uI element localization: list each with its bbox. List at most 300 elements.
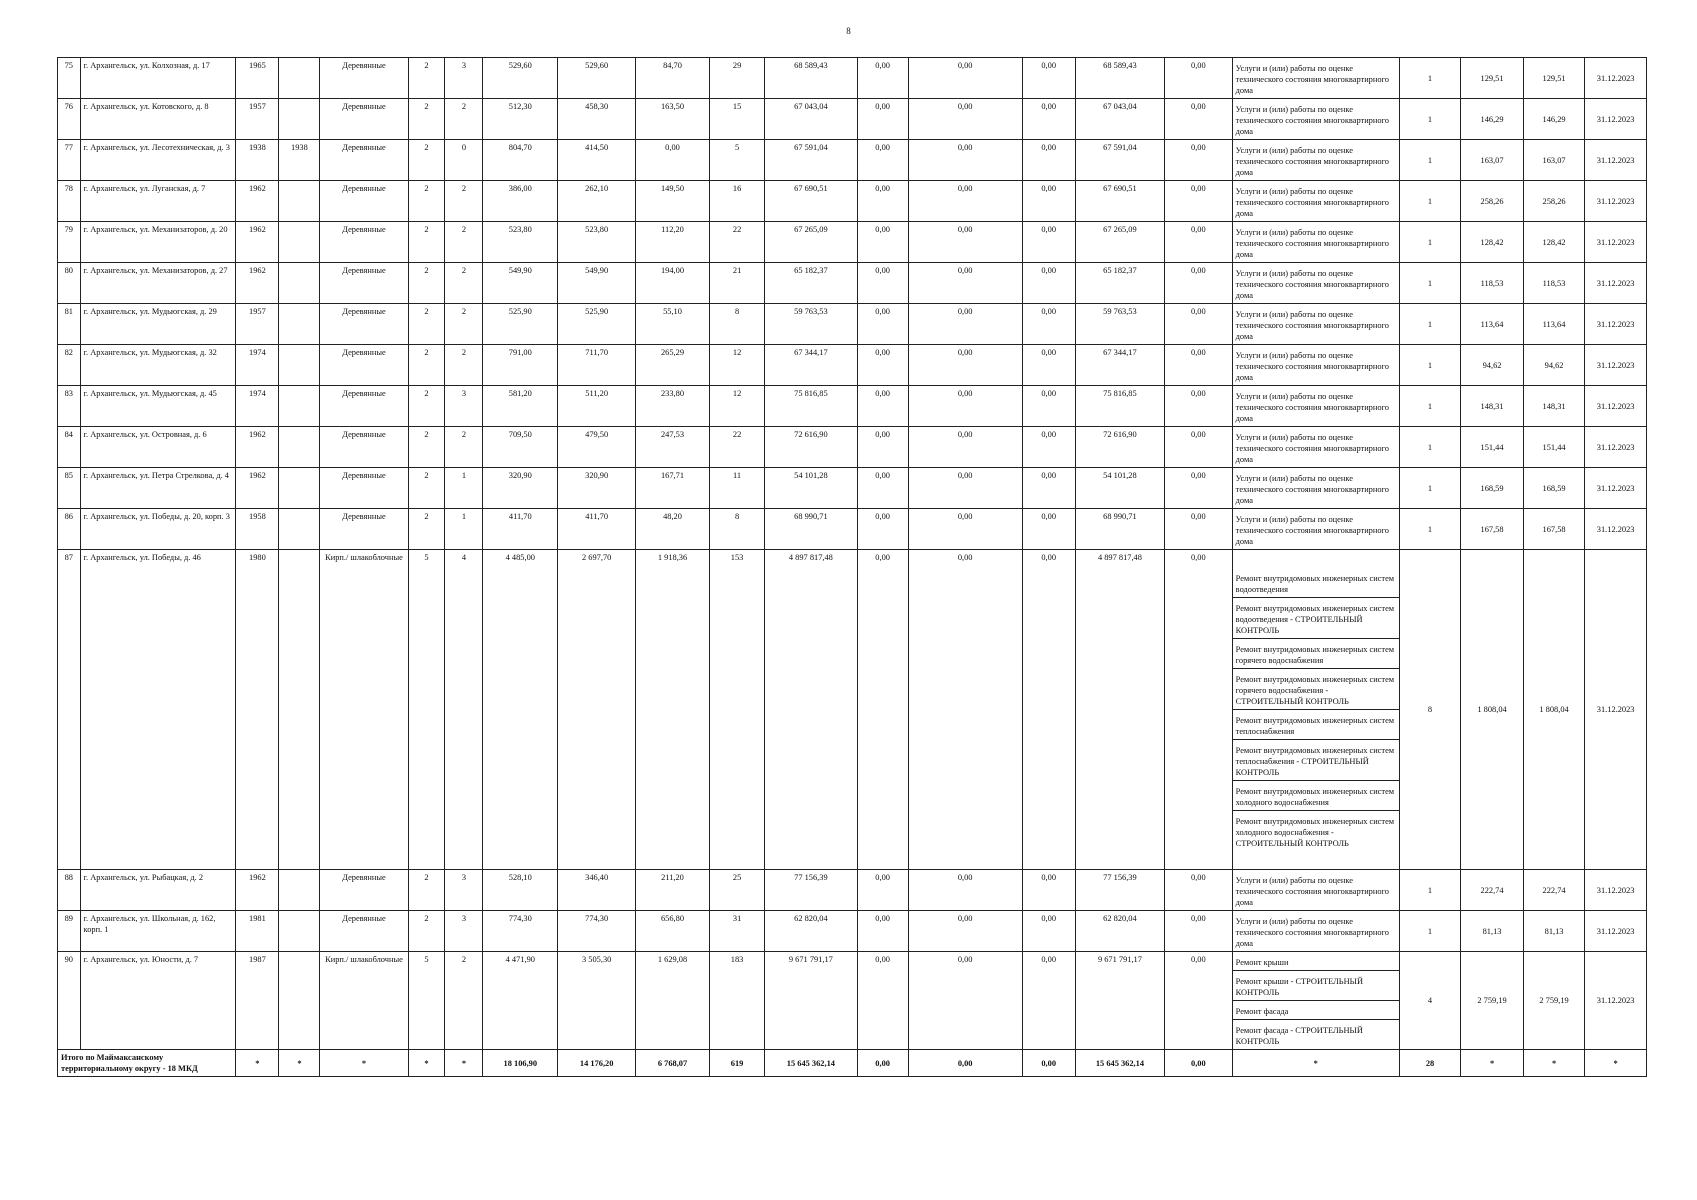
- cell-cost-federal: 0,00: [857, 509, 908, 550]
- cell-cost-owners: 67 043,04: [1075, 99, 1164, 140]
- cell-cost-local: 0,00: [1022, 181, 1075, 222]
- cell-wall-material: Деревянные: [320, 263, 408, 304]
- cell-area-common: 247,53: [636, 427, 710, 468]
- cell-cost-owners: 72 616,90: [1075, 427, 1164, 468]
- cell-floors: 2: [408, 58, 445, 99]
- work-item: Ремонт крыши: [1233, 952, 1399, 971]
- cell-cost-regional: 0,00: [908, 427, 1022, 468]
- cell-max-unit-price: 168,59: [1523, 468, 1585, 509]
- cell-residents: 12: [709, 386, 764, 427]
- cell-year-built: 1981: [236, 911, 279, 952]
- cell-row-number: 81: [58, 304, 81, 345]
- cell-total-area-common: 6 768,07: [636, 1050, 710, 1077]
- cell-cost-local: 0,00: [1022, 99, 1075, 140]
- cell-row-number: 90: [58, 952, 81, 1050]
- table-row: [58, 99, 1647, 140]
- cell-cost-regional: 0,00: [908, 304, 1022, 345]
- cell-unit-price: 258,26: [1461, 181, 1524, 222]
- cell-area-common: 194,00: [636, 263, 710, 304]
- cell-year-built: 1962: [236, 427, 279, 468]
- cell-cost-total: 72 616,90: [765, 427, 857, 468]
- cell-cost-owners: 65 182,37: [1075, 263, 1164, 304]
- cell-area-living: 711,70: [558, 345, 636, 386]
- cell-cost-federal: 0,00: [857, 222, 908, 263]
- cell-residents: 25: [709, 870, 764, 911]
- cell-deadline: 31.12.2023: [1585, 386, 1647, 427]
- cell-area-living: 529,60: [558, 58, 636, 99]
- cell-floors: 2: [408, 911, 445, 952]
- cell-wall-material: Деревянные: [320, 58, 408, 99]
- cell-entrances: 2: [445, 181, 483, 222]
- cell-area-living: 525,90: [558, 304, 636, 345]
- cell-row-number: 86: [58, 509, 81, 550]
- cell-works: [1232, 911, 1399, 952]
- cell-address: г. Архангельск, ул. Юности, д. 7: [80, 952, 236, 1050]
- cell-deadline: 31.12.2023: [1585, 222, 1647, 263]
- cell-total-price-max: *: [1523, 1050, 1585, 1077]
- table-row: [58, 550, 1647, 870]
- cell-cost-total: 67 591,04: [765, 140, 857, 181]
- cell-deadline: 31.12.2023: [1585, 427, 1647, 468]
- cell-cost-federal: 0,00: [857, 468, 908, 509]
- cell-total-cost: 15 645 362,14: [765, 1050, 857, 1077]
- cell-address: г. Архангельск, ул. Победы, д. 46: [80, 550, 236, 870]
- work-item: Услуги и (или) работы по оценке технического состояния многоквартирного дома: [1235, 269, 1389, 300]
- cell-cost-regional: 0,00: [908, 550, 1022, 870]
- cell-cost-regional: 0,00: [908, 468, 1022, 509]
- cell-work-count: 1: [1399, 509, 1461, 550]
- cell-area-living: 549,90: [558, 263, 636, 304]
- cell-unit-price: 94,62: [1461, 345, 1524, 386]
- cell-unit-price: 1 808,04: [1461, 550, 1524, 870]
- cell-deadline: 31.12.2023: [1585, 345, 1647, 386]
- cell-unit-price: 168,59: [1461, 468, 1524, 509]
- work-item: Услуги и (или) работы по оценке технического состояния многоквартирного дома: [1235, 515, 1389, 546]
- cell-cost-total: 59 763,53: [765, 304, 857, 345]
- cell-wall-material: Деревянные: [320, 99, 408, 140]
- cell-area-common: 163,50: [636, 99, 710, 140]
- cell-wall-material: Деревянные: [320, 509, 408, 550]
- cell-year-reconstruction: [279, 427, 320, 468]
- cell-cost-total: 65 182,37: [765, 263, 857, 304]
- cell-area-living: 320,90: [558, 468, 636, 509]
- work-item: Ремонт внутридомовых инженерных систем горячего водоснабжения - СТРОИТЕЛЬНЫЙ КОНТРОЛЬ: [1233, 669, 1399, 710]
- cell-area-living: 774,30: [558, 911, 636, 952]
- work-item: Ремонт фасада: [1233, 1001, 1399, 1020]
- cell-area-living: 346,40: [558, 870, 636, 911]
- cell-works: [1232, 263, 1399, 304]
- cell-row-number: 79: [58, 222, 81, 263]
- cell-address: г. Архангельск, ул. Островная, д. 6: [80, 427, 236, 468]
- cell-entrances: 2: [445, 304, 483, 345]
- cell-cost-other: 0,00: [1165, 427, 1233, 468]
- cell-cost-regional: 0,00: [908, 263, 1022, 304]
- cell-cost-total: 67 043,04: [765, 99, 857, 140]
- cell-works: [1232, 304, 1399, 345]
- cell-max-unit-price: 151,44: [1523, 427, 1585, 468]
- cell-cost-other: 0,00: [1165, 345, 1233, 386]
- table-row: [58, 345, 1647, 386]
- cell-cost-other: 0,00: [1165, 222, 1233, 263]
- cell-area-total: 804,70: [483, 140, 558, 181]
- cell-cost-other: 0,00: [1165, 509, 1233, 550]
- cell-year-built: 1957: [236, 304, 279, 345]
- cell-area-total: 4 485,00: [483, 550, 558, 870]
- cell-year-built: 1965: [236, 58, 279, 99]
- cell-year-reconstruction: [279, 263, 320, 304]
- cell-cost-total: 4 897 817,48: [765, 550, 857, 870]
- cell-area-total: 791,00: [483, 345, 558, 386]
- cell-total-material: *: [320, 1050, 408, 1077]
- cell-cost-federal: 0,00: [857, 386, 908, 427]
- cell-floors: 2: [408, 427, 445, 468]
- cell-area-common: 149,50: [636, 181, 710, 222]
- work-item: Услуги и (или) работы по оценке технического состояния многоквартирного дома: [1235, 876, 1389, 907]
- cell-work-count: 1: [1399, 911, 1461, 952]
- cell-entrances: 2: [445, 99, 483, 140]
- cell-address: г. Архангельск, ул. Механизаторов, д. 27: [80, 263, 236, 304]
- cell-cost-federal: 0,00: [857, 345, 908, 386]
- cell-cost-regional: 0,00: [908, 345, 1022, 386]
- cell-year-reconstruction: [279, 58, 320, 99]
- cell-cost-local: 0,00: [1022, 304, 1075, 345]
- cell-entrances: 3: [445, 386, 483, 427]
- cell-cost-regional: 0,00: [908, 140, 1022, 181]
- cell-works: [1232, 870, 1399, 911]
- cell-floors: 5: [408, 952, 445, 1050]
- cell-cost-regional: 0,00: [908, 386, 1022, 427]
- cell-works: [1232, 468, 1399, 509]
- cell-year-reconstruction: [279, 870, 320, 911]
- cell-total-cost-other: 0,00: [1165, 1050, 1233, 1077]
- cell-residents: 5: [709, 140, 764, 181]
- work-item: Ремонт крыши - СТРОИТЕЛЬНЫЙ КОНТРОЛЬ: [1233, 971, 1399, 1001]
- cell-max-unit-price: 146,29: [1523, 99, 1585, 140]
- cell-max-unit-price: 81,13: [1523, 911, 1585, 952]
- cell-cost-local: 0,00: [1022, 427, 1075, 468]
- table-row: [58, 386, 1647, 427]
- cell-works: [1232, 99, 1399, 140]
- cell-area-total: 549,90: [483, 263, 558, 304]
- cell-floors: 2: [408, 345, 445, 386]
- cell-max-unit-price: 2 759,19: [1523, 952, 1585, 1050]
- cell-year-reconstruction: 1938: [279, 140, 320, 181]
- cell-total-works: *: [1232, 1050, 1399, 1077]
- cell-max-unit-price: 222,74: [1523, 870, 1585, 911]
- work-item: Услуги и (или) работы по оценке технического состояния многоквартирного дома: [1235, 64, 1389, 95]
- cell-cost-total: 68 990,71: [765, 509, 857, 550]
- cell-max-unit-price: 258,26: [1523, 181, 1585, 222]
- cell-residents: 31: [709, 911, 764, 952]
- cell-row-number: 89: [58, 911, 81, 952]
- cell-max-unit-price: 129,51: [1523, 58, 1585, 99]
- cell-cost-local: 0,00: [1022, 58, 1075, 99]
- cell-cost-owners: 54 101,28: [1075, 468, 1164, 509]
- cell-year-built: 1962: [236, 263, 279, 304]
- cell-total-cost-local: 0,00: [1022, 1050, 1075, 1077]
- cell-area-living: 479,50: [558, 427, 636, 468]
- cell-entrances: 1: [445, 509, 483, 550]
- cell-cost-local: 0,00: [1022, 222, 1075, 263]
- work-item: Услуги и (или) работы по оценке технического состояния многоквартирного дома: [1235, 351, 1389, 382]
- cell-floors: 2: [408, 870, 445, 911]
- cell-cost-owners: 67 344,17: [1075, 345, 1164, 386]
- cell-address: г. Архангельск, ул. Мудьюгская, д. 45: [80, 386, 236, 427]
- cell-area-common: 112,20: [636, 222, 710, 263]
- cell-entrances: 3: [445, 870, 483, 911]
- cell-area-living: 2 697,70: [558, 550, 636, 870]
- cell-unit-price: 151,44: [1461, 427, 1524, 468]
- cell-wall-material: Деревянные: [320, 386, 408, 427]
- cell-area-total: 523,80: [483, 222, 558, 263]
- cell-max-unit-price: 128,42: [1523, 222, 1585, 263]
- cell-row-number: 88: [58, 870, 81, 911]
- table-row: [58, 263, 1647, 304]
- work-item: Услуги и (или) работы по оценке технического состояния многоквартирного дома: [1235, 228, 1389, 259]
- cell-wall-material: Деревянные: [320, 427, 408, 468]
- cell-area-total: 386,00: [483, 181, 558, 222]
- cell-row-number: 82: [58, 345, 81, 386]
- cell-area-common: 84,70: [636, 58, 710, 99]
- cell-work-count: 1: [1399, 263, 1461, 304]
- cell-total-cost-owners: 15 645 362,14: [1075, 1050, 1164, 1077]
- cell-entrances: 2: [445, 345, 483, 386]
- cell-row-number: 78: [58, 181, 81, 222]
- work-item: Услуги и (или) работы по оценке технического состояния многоквартирного дома: [1235, 187, 1389, 218]
- work-item: Услуги и (или) работы по оценке технического состояния многоквартирного дома: [1235, 146, 1389, 177]
- cell-cost-regional: 0,00: [908, 58, 1022, 99]
- table-row: [58, 870, 1647, 911]
- cell-deadline: 31.12.2023: [1585, 550, 1647, 870]
- cell-cost-owners: 62 820,04: [1075, 911, 1164, 952]
- cell-cost-owners: 68 589,43: [1075, 58, 1164, 99]
- cell-year-built: 1962: [236, 468, 279, 509]
- cell-floors: 5: [408, 550, 445, 870]
- cell-cost-local: 0,00: [1022, 468, 1075, 509]
- cell-cost-total: 68 589,43: [765, 58, 857, 99]
- cell-cost-federal: 0,00: [857, 550, 908, 870]
- cell-area-common: 233,80: [636, 386, 710, 427]
- cell-cost-other: 0,00: [1165, 911, 1233, 952]
- cell-work-count: 1: [1399, 345, 1461, 386]
- cell-unit-price: 129,51: [1461, 58, 1524, 99]
- cell-year-reconstruction: [279, 99, 320, 140]
- cell-residents: 8: [709, 304, 764, 345]
- cell-cost-other: 0,00: [1165, 263, 1233, 304]
- cell-works: [1232, 386, 1399, 427]
- cell-cost-total: 75 816,85: [765, 386, 857, 427]
- cell-residents: 12: [709, 345, 764, 386]
- cell-wall-material: Деревянные: [320, 468, 408, 509]
- cell-cost-regional: 0,00: [908, 181, 1022, 222]
- cell-works: [1232, 58, 1399, 99]
- cell-floors: 2: [408, 304, 445, 345]
- cell-year-built: 1957: [236, 99, 279, 140]
- cell-year-built: 1962: [236, 222, 279, 263]
- cell-entrances: 3: [445, 911, 483, 952]
- cell-max-unit-price: 148,31: [1523, 386, 1585, 427]
- cell-cost-other: 0,00: [1165, 952, 1233, 1050]
- cell-residents: 183: [709, 952, 764, 1050]
- cell-deadline: 31.12.2023: [1585, 99, 1647, 140]
- cell-area-living: 414,50: [558, 140, 636, 181]
- cell-cost-other: 0,00: [1165, 58, 1233, 99]
- cell-work-count: 1: [1399, 304, 1461, 345]
- cell-residents: 22: [709, 222, 764, 263]
- cell-deadline: 31.12.2023: [1585, 952, 1647, 1050]
- cell-year-reconstruction: [279, 222, 320, 263]
- cell-works: [1232, 345, 1399, 386]
- cell-cost-local: 0,00: [1022, 911, 1075, 952]
- cell-area-total: 581,20: [483, 386, 558, 427]
- cell-year-reconstruction: [279, 911, 320, 952]
- table-row: [58, 509, 1647, 550]
- work-item: Ремонт внутридомовых инженерных систем холодного водоснабжения: [1233, 781, 1399, 811]
- cell-area-total: 512,30: [483, 99, 558, 140]
- work-item: Услуги и (или) работы по оценке технического состояния многоквартирного дома: [1235, 474, 1389, 505]
- cell-total-floors: *: [408, 1050, 445, 1077]
- cell-entrances: 2: [445, 222, 483, 263]
- cell-work-count: 1: [1399, 99, 1461, 140]
- cell-cost-other: 0,00: [1165, 140, 1233, 181]
- cell-year-built: 1962: [236, 870, 279, 911]
- work-item: Ремонт внутридомовых инженерных систем теплоснабжения: [1233, 710, 1399, 740]
- cell-area-living: 3 505,30: [558, 952, 636, 1050]
- cell-entrances: 4: [445, 550, 483, 870]
- work-item: Ремонт внутридомовых инженерных систем холодного водоснабжения - СТРОИТЕЛЬНЫЙ КОНТРОЛЬ: [1235, 817, 1395, 848]
- cell-cost-owners: 59 763,53: [1075, 304, 1164, 345]
- cell-cost-owners: 77 156,39: [1075, 870, 1164, 911]
- cell-unit-price: 113,64: [1461, 304, 1524, 345]
- cell-entrances: 0: [445, 140, 483, 181]
- table-row: [58, 304, 1647, 345]
- cell-row-number: 77: [58, 140, 81, 181]
- cell-max-unit-price: 94,62: [1523, 345, 1585, 386]
- cell-cost-other: 0,00: [1165, 99, 1233, 140]
- cell-unit-price: 146,29: [1461, 99, 1524, 140]
- cell-cost-federal: 0,00: [857, 263, 908, 304]
- cell-cost-total: 9 671 791,17: [765, 952, 857, 1050]
- cell-cost-federal: 0,00: [857, 304, 908, 345]
- cell-floors: 2: [408, 222, 445, 263]
- cell-total-residents: 619: [709, 1050, 764, 1077]
- cell-unit-price: 2 759,19: [1461, 952, 1524, 1050]
- cell-cost-other: 0,00: [1165, 870, 1233, 911]
- cell-cost-total: 67 344,17: [765, 345, 857, 386]
- cell-address: г. Архангельск, ул. Луганская, д. 7: [80, 181, 236, 222]
- cell-year-built: 1980: [236, 550, 279, 870]
- cell-row-number: 83: [58, 386, 81, 427]
- work-item: Ремонт внутридомовых инженерных систем теплоснабжения - СТРОИТЕЛЬНЫЙ КОНТРОЛЬ: [1233, 740, 1399, 781]
- cell-year-reconstruction: [279, 509, 320, 550]
- table-row: [58, 140, 1647, 181]
- cell-total-area: 18 106,90: [483, 1050, 558, 1077]
- cell-address: г. Архангельск, ул. Механизаторов, д. 20: [80, 222, 236, 263]
- cell-wall-material: Деревянные: [320, 345, 408, 386]
- cell-deadline: 31.12.2023: [1585, 58, 1647, 99]
- cell-unit-price: 81,13: [1461, 911, 1524, 952]
- cell-cost-owners: 67 591,04: [1075, 140, 1164, 181]
- cell-total-label: Итого по Маймаксанскому территориальному округу - 18 МКД: [58, 1050, 236, 1077]
- cell-cost-federal: 0,00: [857, 427, 908, 468]
- cell-work-count: 1: [1399, 386, 1461, 427]
- cell-cost-other: 0,00: [1165, 386, 1233, 427]
- cell-address: г. Архангельск, ул. Колхозная, д. 17: [80, 58, 236, 99]
- cell-cost-total: 67 690,51: [765, 181, 857, 222]
- cell-cost-regional: 0,00: [908, 870, 1022, 911]
- work-item: Услуги и (или) работы по оценке технического состояния многоквартирного дома: [1235, 433, 1389, 464]
- cell-deadline: 31.12.2023: [1585, 304, 1647, 345]
- cell-works: [1232, 550, 1399, 870]
- cell-area-living: 411,70: [558, 509, 636, 550]
- cell-works: [1232, 140, 1399, 181]
- work-item: Услуги и (или) работы по оценке технического состояния многоквартирного дома: [1235, 310, 1389, 341]
- cell-area-living: 262,10: [558, 181, 636, 222]
- cell-cost-total: 77 156,39: [765, 870, 857, 911]
- cell-cost-local: 0,00: [1022, 345, 1075, 386]
- cell-area-common: 1 629,08: [636, 952, 710, 1050]
- cell-wall-material: Деревянные: [320, 140, 408, 181]
- work-item: Услуги и (или) работы по оценке технического состояния многоквартирного дома: [1235, 917, 1389, 948]
- cell-total-year: *: [236, 1050, 279, 1077]
- cell-address: г. Архангельск, ул. Школьная, д. 162, корп. 1: [80, 911, 236, 952]
- cell-deadline: 31.12.2023: [1585, 911, 1647, 952]
- cell-unit-price: 148,31: [1461, 386, 1524, 427]
- cell-year-built: 1974: [236, 386, 279, 427]
- cell-year-built: 1962: [236, 181, 279, 222]
- table-row: [58, 427, 1647, 468]
- cell-cost-regional: 0,00: [908, 222, 1022, 263]
- work-item: Ремонт внутридомовых инженерных систем водоотведения - СТРОИТЕЛЬНЫЙ КОНТРОЛЬ: [1233, 598, 1399, 639]
- cell-max-unit-price: 118,53: [1523, 263, 1585, 304]
- cell-row-number: 85: [58, 468, 81, 509]
- cell-wall-material: Кирп./ шлакоблочные: [320, 550, 408, 870]
- cell-unit-price: 128,42: [1461, 222, 1524, 263]
- cell-work-count: 1: [1399, 427, 1461, 468]
- cell-cost-federal: 0,00: [857, 181, 908, 222]
- cell-area-living: 511,20: [558, 386, 636, 427]
- table-row: [58, 952, 1647, 1050]
- cell-residents: 29: [709, 58, 764, 99]
- cell-cost-local: 0,00: [1022, 386, 1075, 427]
- cell-row-number: 80: [58, 263, 81, 304]
- cell-total-cost-regional: 0,00: [908, 1050, 1022, 1077]
- cell-area-common: 1 918,36: [636, 550, 710, 870]
- cell-total-entrances: *: [445, 1050, 483, 1077]
- cell-cost-total: 54 101,28: [765, 468, 857, 509]
- cell-max-unit-price: 113,64: [1523, 304, 1585, 345]
- table-row: [58, 222, 1647, 263]
- cell-entrances: 2: [445, 952, 483, 1050]
- work-item: Услуги и (или) работы по оценке технического состояния многоквартирного дома: [1235, 105, 1389, 136]
- table-row: [58, 911, 1647, 952]
- work-item: Ремонт внутридомовых инженерных систем горячего водоснабжения: [1233, 639, 1399, 669]
- cell-cost-regional: 0,00: [908, 911, 1022, 952]
- table-row: [58, 468, 1647, 509]
- cell-cost-federal: 0,00: [857, 140, 908, 181]
- cell-area-common: 211,20: [636, 870, 710, 911]
- cell-area-common: 265,29: [636, 345, 710, 386]
- cell-address: г. Архангельск, ул. Рыбацкая, д. 2: [80, 870, 236, 911]
- register-table: [57, 57, 1647, 1077]
- cell-entrances: 1: [445, 468, 483, 509]
- cell-floors: 2: [408, 140, 445, 181]
- cell-cost-total: 67 265,09: [765, 222, 857, 263]
- cell-wall-material: Кирп./ шлакоблочные: [320, 952, 408, 1050]
- cell-works: [1232, 509, 1399, 550]
- cell-work-count: 1: [1399, 140, 1461, 181]
- cell-row-number: 84: [58, 427, 81, 468]
